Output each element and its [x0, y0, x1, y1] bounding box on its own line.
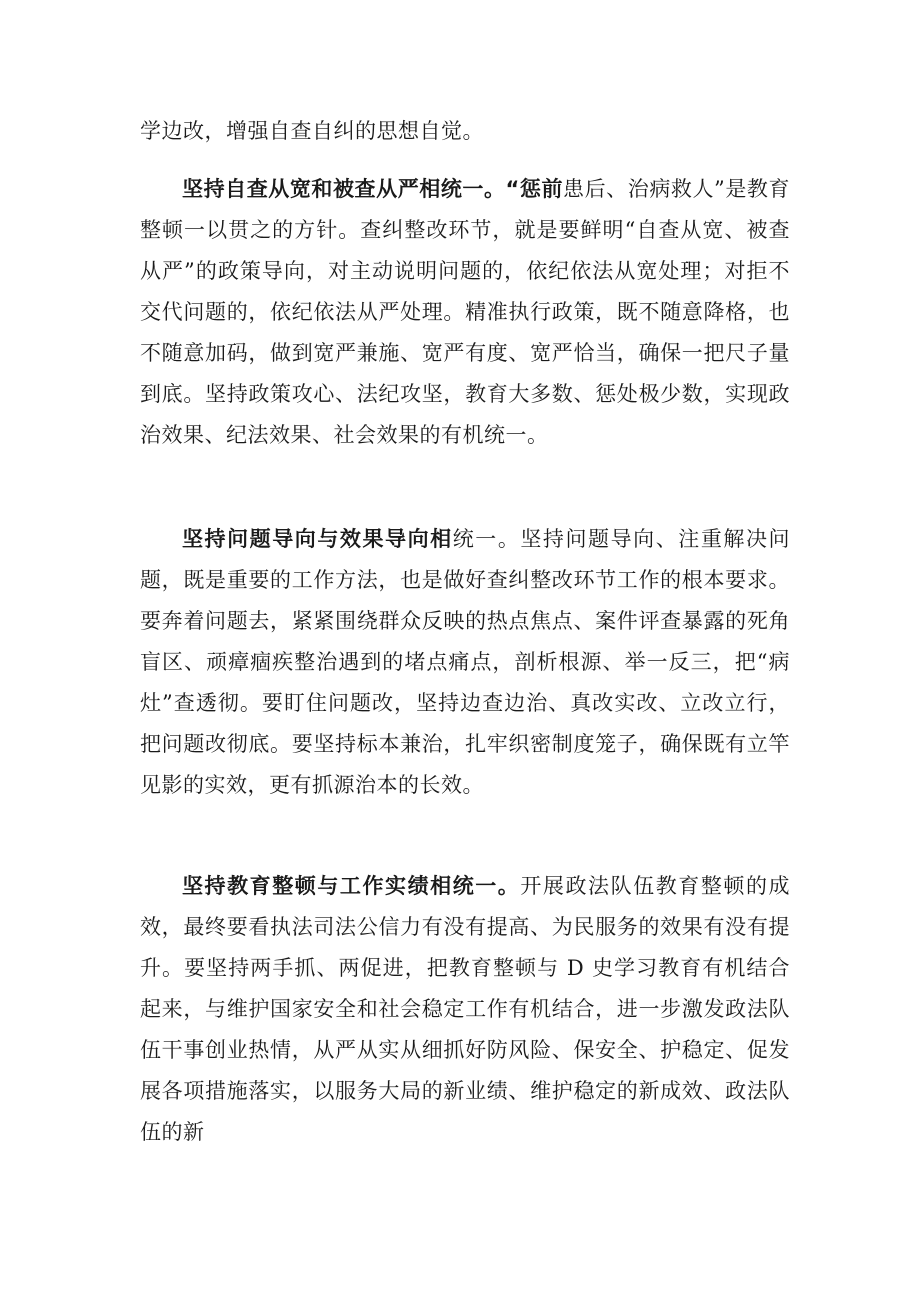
- paragraph-body: 患后、治病救人”是教育整顿一以贯之的方针。查纠整改环节，就是要鲜明“自查从宽、被查从严”的政策导向，对主动说明问题的，依纪依法从宽处理；对拒不交代问题的，依纪依法从严处理。精准执行政策，既不随意降格，也不随意加码，做到宽严兼施、宽严有度、宽严恰当，确保一把尺子量到底。坚持政策攻心、法纪攻坚，教育大多数、惩处极少数，实现政治效果、纪法效果、社会效果的有机统一。: [140, 177, 790, 447]
- paragraph-body: 学边改，增强自查自纠的思想自觉。: [140, 119, 484, 143]
- paragraph-lead: 坚持问题导向与效果导向相: [182, 527, 453, 551]
- paragraph-text: [140, 111, 790, 152]
- paragraph-text: [140, 866, 790, 1153]
- paragraph-problem-effect: [140, 519, 790, 806]
- paragraph-text: [140, 169, 790, 456]
- paragraph-leniency-strictness: [140, 169, 790, 456]
- paragraph-lead: 坚持教育整顿与工作实绩相统一。: [182, 874, 521, 898]
- paragraph-body: 开展政法队伍教育整顿的成效，最终要看执法司法公信力有没有提高、为民服务的效果有没有提升。要坚持两手抓、两促进，把教育整顿与 D 史学习教育有机结合起来，与维护国家安全和社会稳定工作有机结合，进一步激发政法队伍干事创业热情，从严从实从细抓好防风险、保安全、护稳定、促发展各项措施落实，以服务大局的新业绩、维护稳定的新成效、政法队伍的新: [140, 874, 791, 1144]
- paragraph-lead: 坚持自查从宽和被查从严相统一。“惩前: [182, 177, 564, 201]
- paragraph-text: [140, 519, 790, 806]
- paragraph-education-performance: [140, 866, 790, 1153]
- paragraph-body: 统一。坚持问题导向、注重解决问题，既是重要的工作方法，也是做好查纠整改环节工作的根本要求。要奔着问题去，紧紧围绕群众反映的热点焦点、案件评查暴露的死角盲区、顽瘴痼疾整治遇到的堵点痛点，剖析根源、举一反三，把“病灶”查透彻。要盯住问题改，坚持边查边治、真改实改、立改立行，把问题改彻底。要坚持标本兼治，扎牢织密制度笼子，确保既有立竿见影的实效，更有抓源治本的长效。: [140, 527, 791, 797]
- paragraph-continuation: [140, 111, 790, 152]
